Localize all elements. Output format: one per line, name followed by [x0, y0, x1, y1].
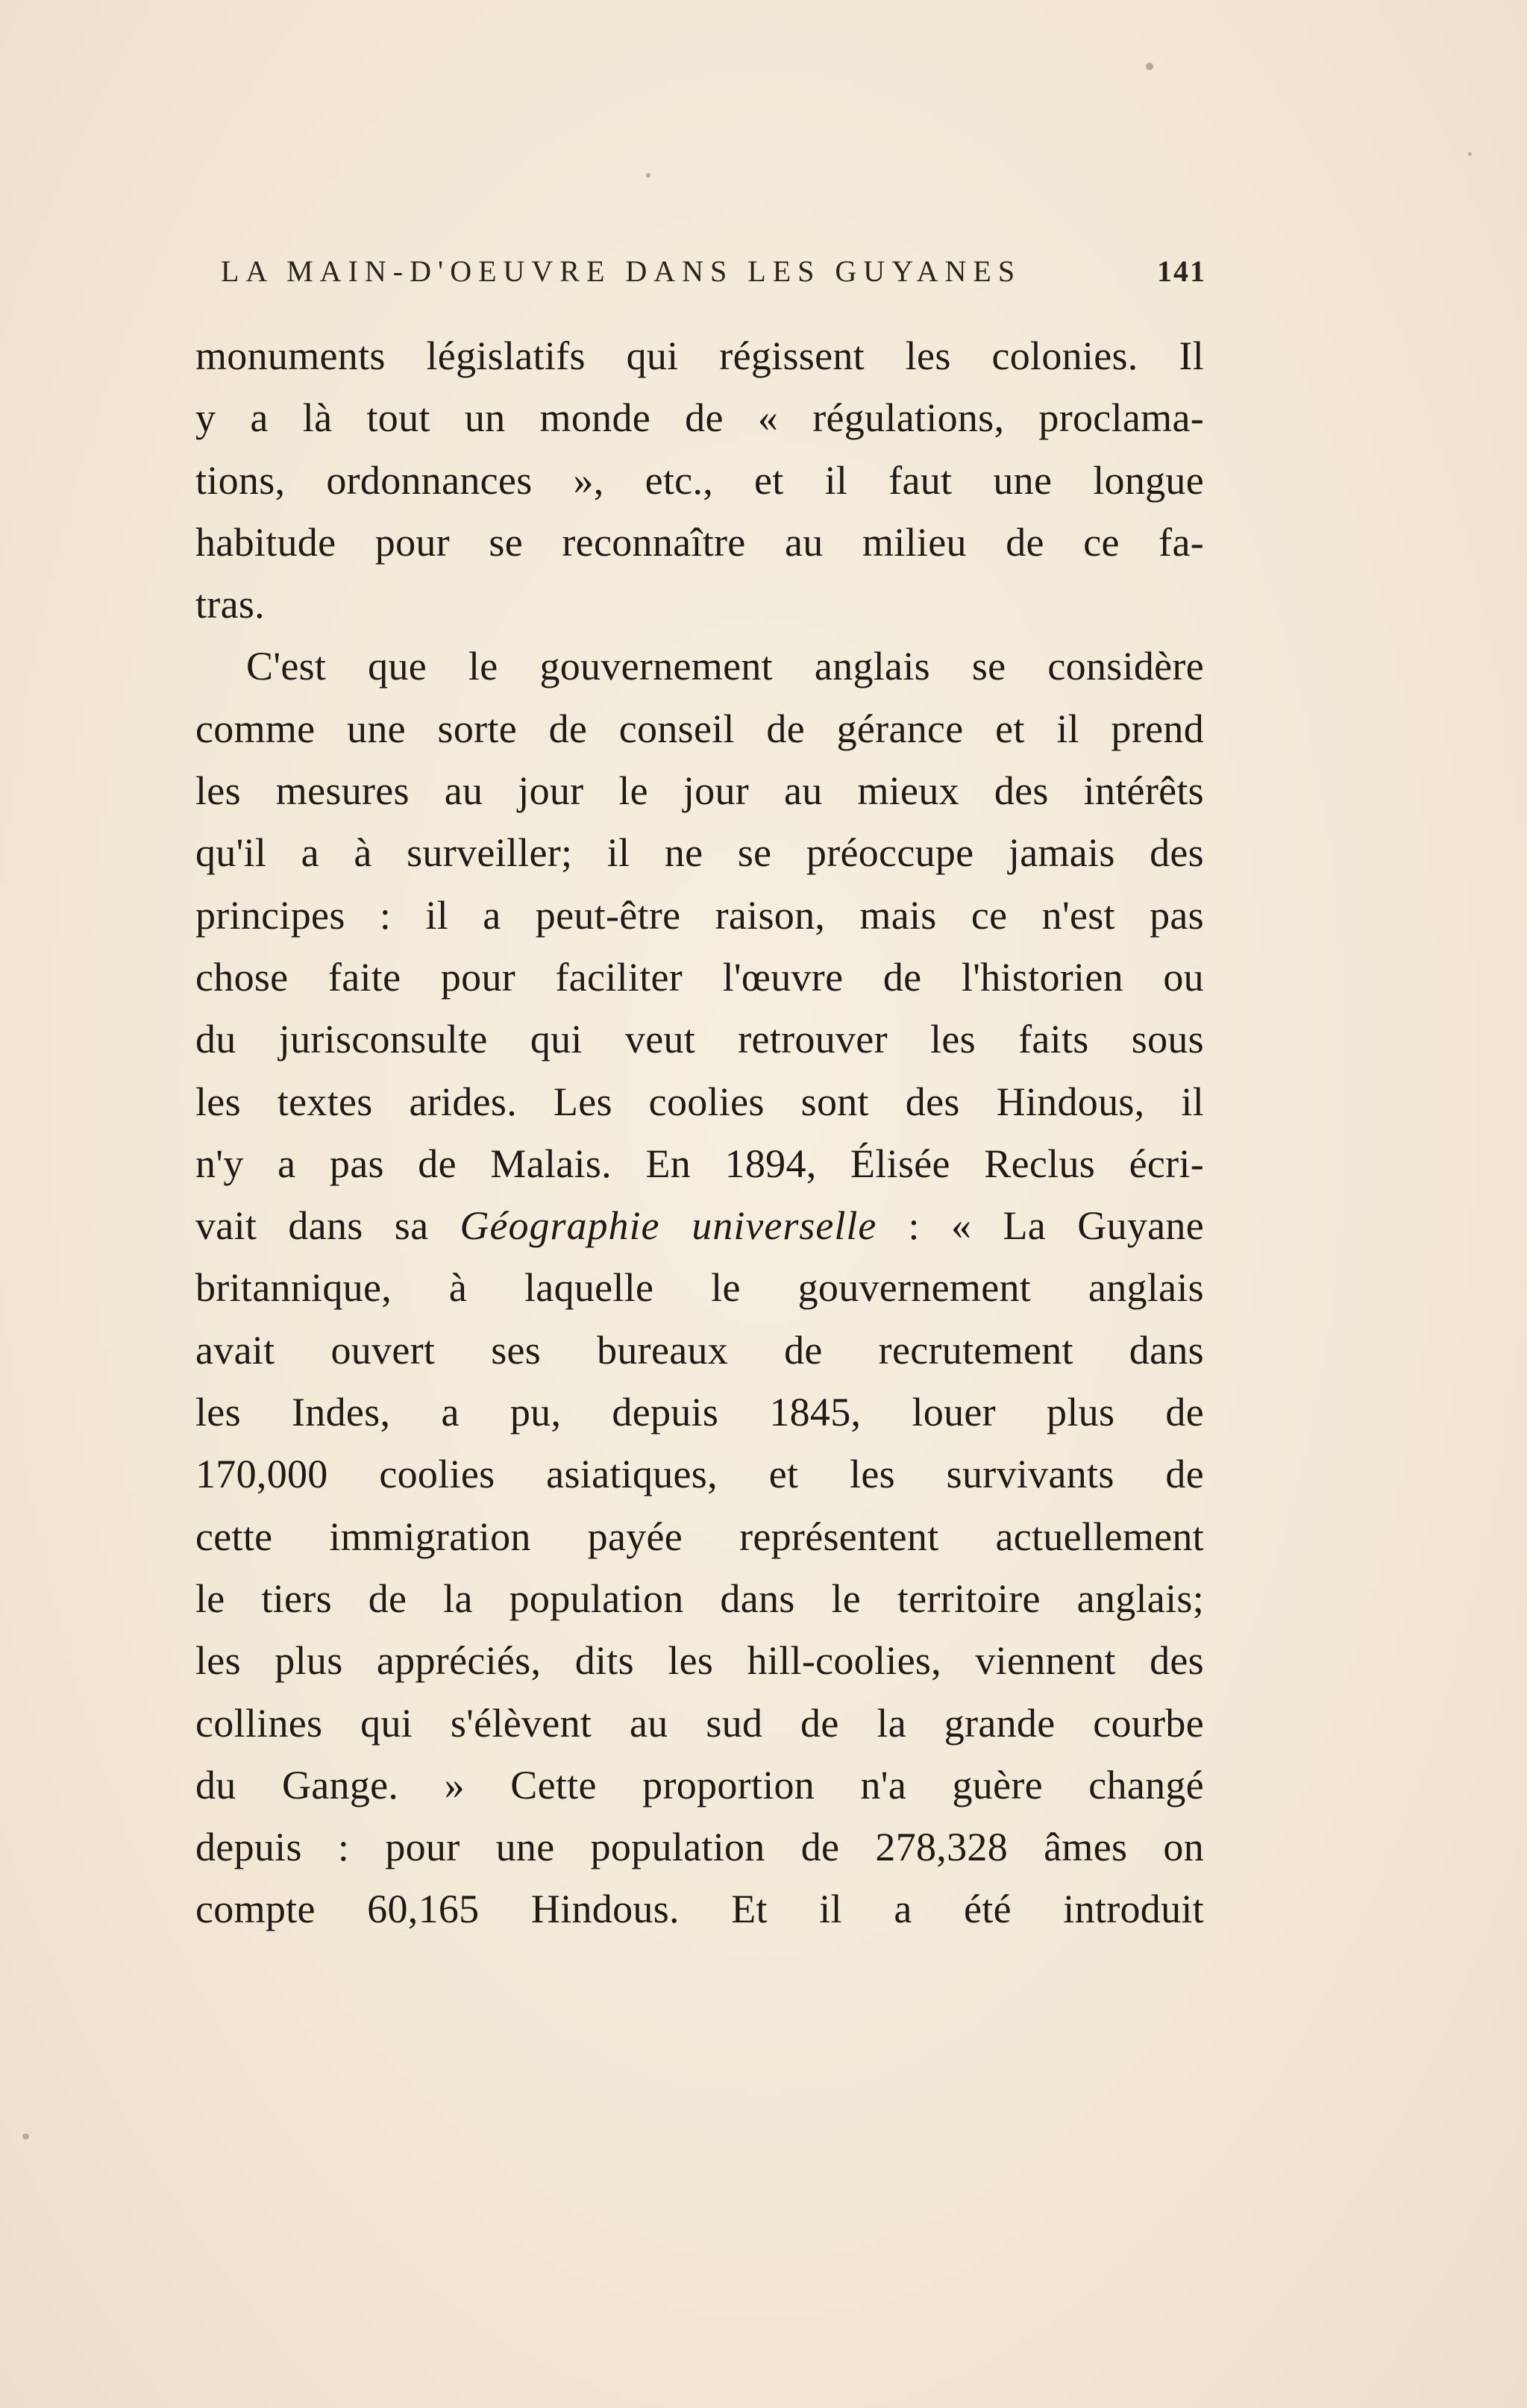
- text-line: les textes arides. Les coolies sont des Hindous, il: [195, 1079, 1204, 1124]
- text-line: cette immigration payée représentent actuellement: [195, 1514, 1204, 1559]
- text-line: tions, ordonnances », etc., et il faut une longue: [195, 457, 1204, 503]
- paper-speck: [646, 173, 650, 178]
- running-head-title: LA MAIN-D'OEUVRE DANS LES GUYANES: [221, 254, 1022, 288]
- text-line: britannique, à laquelle le gouvernement anglais: [195, 1265, 1204, 1311]
- paper-speck: [1146, 63, 1153, 70]
- running-head: [221, 254, 1206, 295]
- text-line: chose faite pour faciliter l'œuvre de l'historien ou: [195, 954, 1204, 1000]
- text-line: les Indes, a pu, depuis 1845, louer plus de: [195, 1390, 1204, 1435]
- paper-speck: [22, 2133, 29, 2139]
- text-line: les mesures au jour le jour au mieux des intérêts: [195, 768, 1204, 814]
- text-line: n'y a pas de Malais. En 1894, Élisée Reclus écri-: [195, 1141, 1204, 1186]
- text-line: du jurisconsulte qui veut retrouver les faits sous: [195, 1017, 1204, 1062]
- text-line: les plus appréciés, dits les hill-coolies, viennent des: [195, 1638, 1204, 1684]
- text-line-with-italic-title: [195, 1195, 1204, 1257]
- text-line: depuis : pour une population de 278,328 âmes on: [195, 1825, 1204, 1870]
- body-text: [195, 325, 1204, 1941]
- paper-speck: [1468, 152, 1472, 156]
- text-segment: vait dans sa: [195, 1203, 460, 1249]
- text-line: qu'il a à surveiller; il ne se préoccupe jamais des: [195, 830, 1204, 876]
- text-line: habitude pour se reconnaître au milieu de ce fa-: [195, 519, 1204, 565]
- text-line: monuments législatifs qui régissent les colonies. Il: [195, 333, 1204, 378]
- italic-book-title: Géographie universelle: [460, 1203, 877, 1249]
- text-line: comme une sorte de conseil de gérance et il prend: [195, 706, 1204, 751]
- text-segment: : « La Guyane: [877, 1203, 1205, 1249]
- text-line: collines qui s'élèvent au sud de la grande courbe: [195, 1700, 1204, 1746]
- text-line: 170,000 coolies asiatiques, et les survivants de: [195, 1452, 1204, 1497]
- text-line: y a là tout un monde de « régulations, proclama-: [195, 395, 1204, 441]
- text-line: avait ouvert ses bureaux de recrutement dans: [195, 1327, 1204, 1373]
- text-line: principes : il a peut-être raison, mais ce n'est pas: [195, 892, 1204, 938]
- text-line: le tiers de la population dans le territoire anglais;: [195, 1575, 1204, 1621]
- text-line: du Gange. » Cette proportion n'a guère changé: [195, 1762, 1204, 1807]
- page-number: 141: [1157, 254, 1206, 288]
- paragraph-end-line: tras.: [195, 582, 265, 627]
- paragraph-first-line: C'est que le gouvernement anglais se considère: [246, 644, 1204, 689]
- text-line: compte 60,165 Hindous. Et il a été introduit: [195, 1887, 1204, 1932]
